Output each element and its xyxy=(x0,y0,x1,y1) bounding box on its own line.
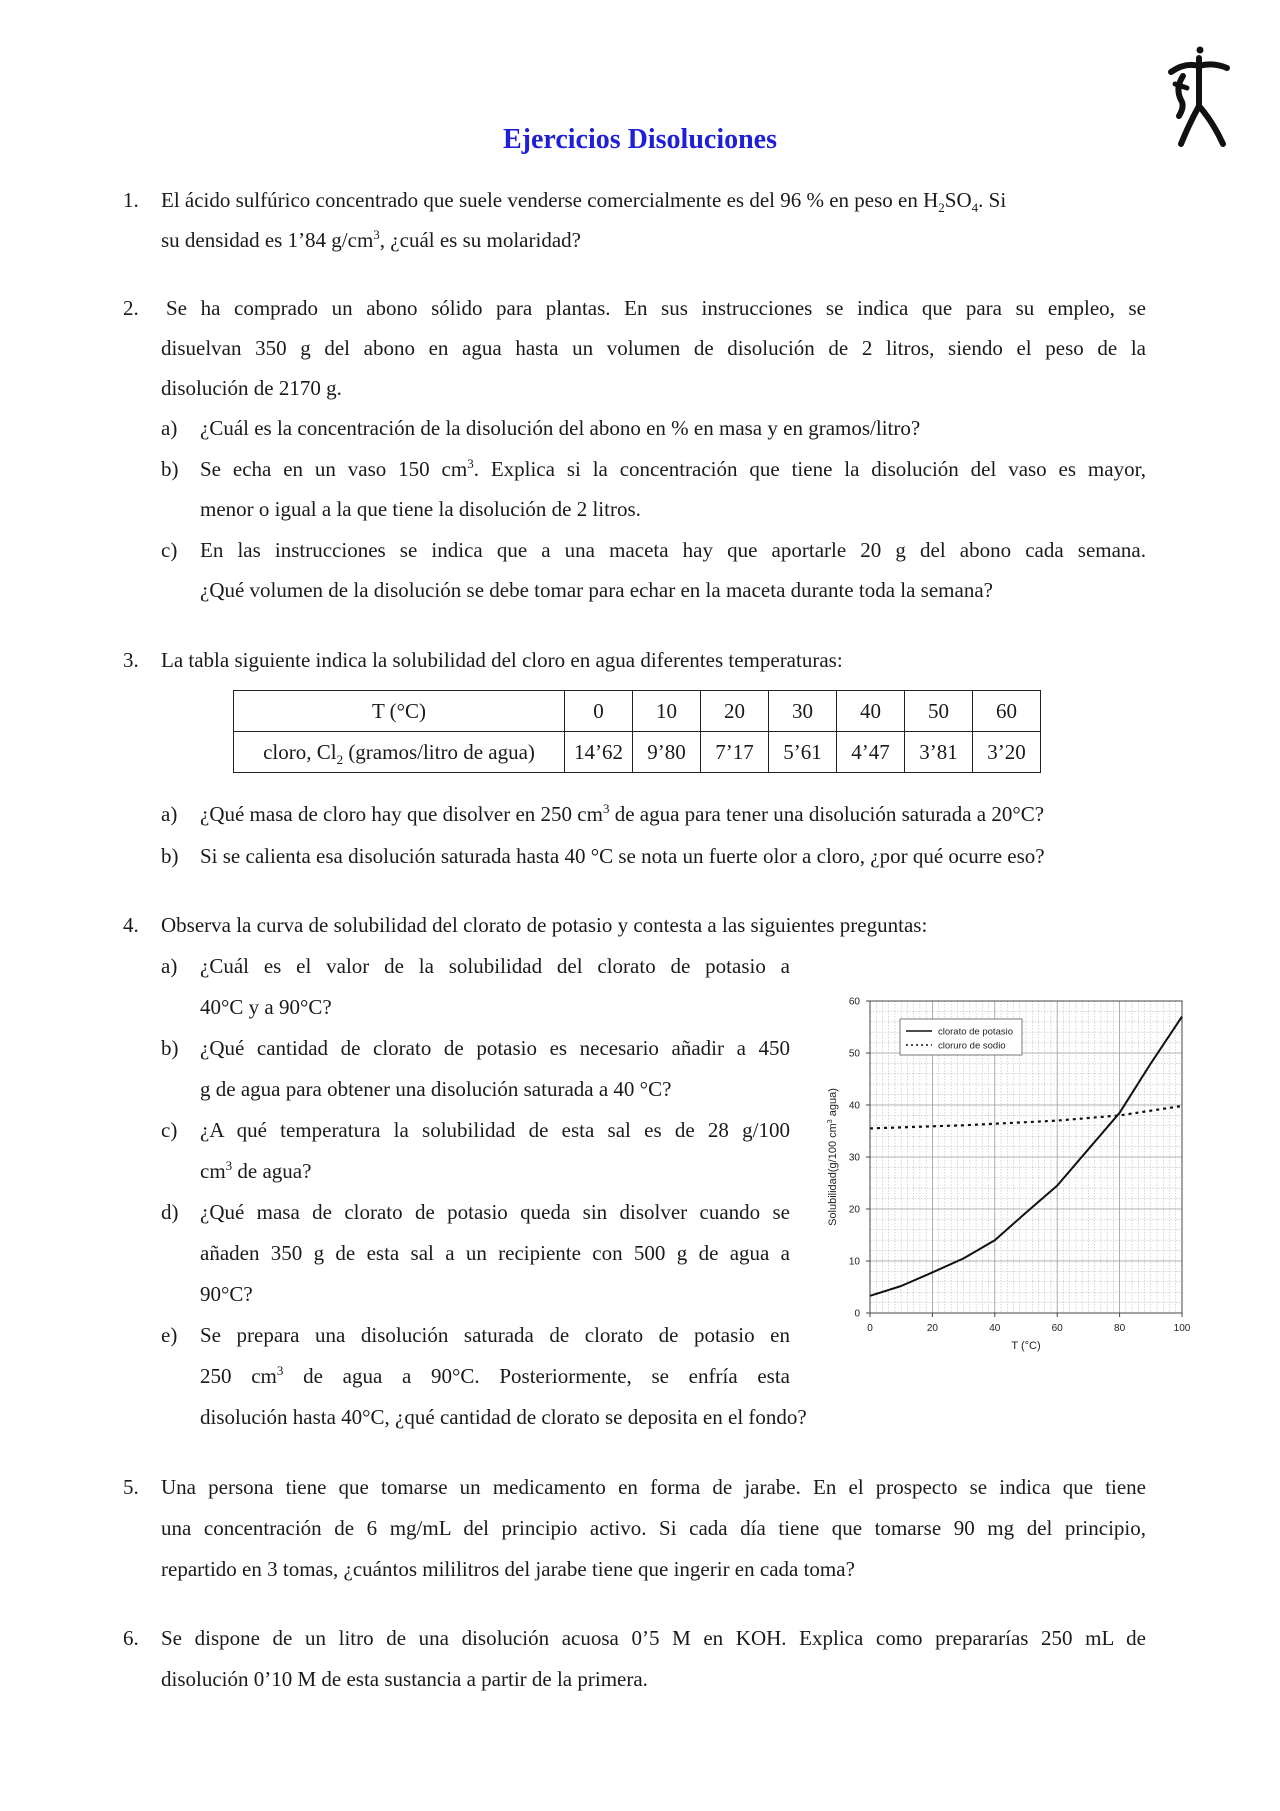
solubility-table xyxy=(233,690,1041,773)
x-tick-label: 100 xyxy=(1173,1323,1191,1334)
page-title: Ejercicios Disoluciones xyxy=(502,124,777,155)
question-2-line-1: Se ha comprado un abono sólido para plantas. En sus instrucciones se indica que para su empleo, se xyxy=(166,296,1146,320)
table-cell: 30 xyxy=(769,691,837,732)
question-2-line-2: disuelvan 350 g del abono en agua hasta un volumen de disolución de 2 litros, siendo el peso de la xyxy=(161,336,1146,360)
solubility-chart xyxy=(814,987,1214,1367)
question-4-item-c-line-2: $cm^3$ de agua? xyxy=(200,1158,312,1183)
question-number: 4. xyxy=(123,913,139,937)
table-row xyxy=(234,732,1041,773)
question-4-item-e-line-3: disolución hasta 40°C, ¿qué cantidad de clorato se deposita en el fondo? xyxy=(200,1405,807,1429)
y-tick-label: 30 xyxy=(848,1152,860,1164)
table-header: cloro, $Cl_2$ (gramos/litro de agua) xyxy=(234,732,565,773)
table-cell: 14’62 xyxy=(565,732,633,773)
y-tick-label: 0 xyxy=(854,1308,860,1320)
item-label: a) xyxy=(161,954,178,978)
table-cell: 7’17 xyxy=(701,732,769,773)
table-cell: 9’80 xyxy=(633,732,701,773)
question-3-intro: La tabla siguiente indica la solubilidad del cloro en agua diferentes temperaturas: xyxy=(161,648,843,672)
legend-label: clorato de potasio xyxy=(938,1026,1013,1038)
item-label: d) xyxy=(161,1200,179,1224)
x-tick-label: 20 xyxy=(926,1323,938,1334)
table-cell: 40 xyxy=(837,691,905,732)
y-axis-label: Solubilidad(g/100 $cm^3$ agua) xyxy=(827,1088,839,1226)
question-4-item-d-line-3: 90°C? xyxy=(200,1282,253,1306)
legend-label: cloruro de sodio xyxy=(938,1040,1006,1052)
table-cell: 5’61 xyxy=(769,732,837,773)
x-tick-label: 80 xyxy=(1114,1323,1126,1334)
table-cell: 60 xyxy=(973,691,1041,732)
question-4-item-b-line-2: g de agua para obtener una disolución saturada a 40 °C? xyxy=(200,1077,672,1101)
question-number: 3. xyxy=(123,648,139,672)
x-axis-label: T (°C) xyxy=(1011,1340,1041,1352)
question-number: 5. xyxy=(123,1475,139,1499)
question-4-item-e-line-2: 250 $cm^3$ de agua a 90°C. Posteriormente, se enfría esta xyxy=(200,1363,790,1388)
table-cell: 3’20 xyxy=(973,732,1041,773)
table-cell: 20 xyxy=(701,691,769,732)
y-tick-label: 50 xyxy=(848,1048,860,1060)
table-cell: 4’47 xyxy=(837,732,905,773)
question-4-intro: Observa la curva de solubilidad del clorato de potasio y contesta a las siguientes preguntas: xyxy=(161,913,928,937)
y-tick-label: 10 xyxy=(848,1256,860,1268)
table-cell: 50 xyxy=(905,691,973,732)
question-4-item-a-line-1: ¿Cuál es el valor de la solubilidad del clorato de potasio a xyxy=(200,954,790,978)
question-4-item-e-line-1: Se prepara una disolución saturada de clorato de potasio en xyxy=(200,1323,790,1347)
table-header: T (°C) xyxy=(234,691,565,732)
question-2-item-a: ¿Cuál es la concentración de la disolución del abono en % en masa y en gramos/litro? xyxy=(200,416,921,440)
question-5-line-2: una concentración de 6 mg/mL del principio activo. Si cada día tiene que tomarse 90 mg del principio, xyxy=(161,1516,1146,1540)
x-tick-label: 0 xyxy=(867,1323,873,1334)
question-number: 1. xyxy=(123,188,139,212)
question-4-item-c-line-1: ¿A qué temperatura la solubilidad de esta sal es de 28 g/100 xyxy=(200,1118,790,1142)
item-label: e) xyxy=(161,1323,178,1347)
question-number: 2. xyxy=(123,296,139,320)
question-5-line-3: repartido en 3 tomas, ¿cuántos mililitros del jarabe tiene que ingerir en cada toma? xyxy=(161,1557,855,1581)
question-4-item-b-line-1: ¿Qué cantidad de clorato de potasio es necesario añadir a 450 xyxy=(200,1036,790,1060)
question-3-item-a: ¿Qué masa de cloro hay que disolver en 250 $cm^3$ de agua para tener una disolución saturada a 20°C? xyxy=(200,801,1045,826)
item-label: b) xyxy=(161,457,179,481)
question-2-item-c-line-1: En las instrucciones se indica que a una maceta hay que aportarle 20 g del abono cada semana. xyxy=(200,538,1146,562)
table-row xyxy=(234,691,1041,732)
item-label: b) xyxy=(161,1036,179,1060)
question-4-item-d-line-2: añaden 350 g de esta sal a un recipiente con 500 g de agua a xyxy=(200,1241,790,1265)
item-label: a) xyxy=(161,416,178,440)
x-tick-label: 40 xyxy=(989,1323,1001,1334)
question-2-item-c-line-2: ¿Qué volumen de la disolución se debe tomar para echar en la maceta durante toda la semana? xyxy=(200,578,993,602)
y-tick-label: 40 xyxy=(848,1100,860,1112)
question-2-item-b-line-1: Se echa en un vaso 150 $cm^3$. Explica si la concentración que tiene la disolución del vaso es mayor, xyxy=(200,456,1146,481)
question-4-item-a-line-2: 40°C y a 90°C? xyxy=(200,995,332,1019)
question-4-item-d-line-1: ¿Qué masa de clorato de potasio queda sin disolver cuando se xyxy=(200,1200,790,1224)
y-tick-label: 20 xyxy=(848,1204,860,1216)
question-2-line-3: disolución de 2170 g. xyxy=(161,376,342,400)
item-label: b) xyxy=(161,844,179,868)
question-1-line-1: El ácido sulfúrico concentrado que suele venderse comercialmente es del 96 % en peso en $H_2SO_4$. Si xyxy=(161,188,1007,216)
table-cell: 0 xyxy=(565,691,633,732)
y-tick-label: 60 xyxy=(848,996,860,1008)
item-label: c) xyxy=(161,1118,178,1142)
question-number: 6. xyxy=(123,1626,139,1650)
question-2-item-b-line-2: menor o igual a la que tiene la disolución de 2 litros. xyxy=(200,497,641,521)
question-3-item-b: Si se calienta esa disolución saturada hasta 40 °C se nota un fuerte olor a cloro, ¿por qué ocurre eso? xyxy=(200,844,1045,868)
question-5-line-1: Una persona tiene que tomarse un medicamento en forma de jarabe. En el prospecto se indica que tiene xyxy=(161,1475,1146,1499)
question-1-line-2: su densidad es 1’84 $g/cm^3$, ¿cuál es su molaridad? xyxy=(161,227,581,252)
question-6-line-1: Se dispone de un litro de una disolución acuosa 0’5 M en KOH. Explica como prepararías 250 mL de xyxy=(161,1626,1146,1650)
chart-legend xyxy=(900,1019,1022,1055)
table-cell: 10 xyxy=(633,691,701,732)
item-label: a) xyxy=(161,802,178,826)
item-label: c) xyxy=(161,538,178,562)
table-cell: 3’81 xyxy=(905,732,973,773)
x-tick-label: 60 xyxy=(1051,1323,1063,1334)
question-6-line-2: disolución 0’10 M de esta sustancia a partir de la primera. xyxy=(161,1667,648,1691)
